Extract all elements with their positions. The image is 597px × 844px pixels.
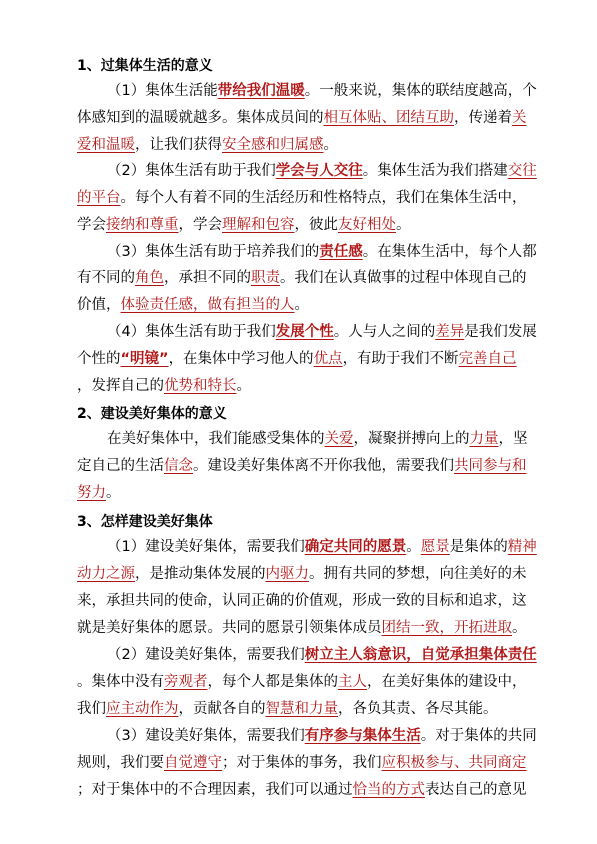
keyword: 确定共同的愿景	[304, 539, 407, 555]
keyword: 旁观者	[164, 674, 208, 690]
keyword: 树立主人翁意识，自觉承担集体责任	[304, 647, 537, 663]
text: （1）建设美好集体，需要我们	[107, 539, 305, 555]
text: （2）建设美好集体，需要我们	[107, 647, 305, 663]
text: ，在美好集体的建设中，	[367, 674, 527, 690]
text: ；对于集体中的不合理因素，我们可以通过	[77, 782, 353, 798]
heading-2: 2、建设美好集体的意义	[77, 406, 227, 422]
text-line	[77, 107, 527, 129]
text: （4）集体生活有助于我们	[107, 324, 276, 340]
text: 。	[106, 485, 121, 501]
text: 。	[323, 137, 338, 153]
keyword: 差异	[435, 324, 465, 340]
text: 。集体生活为我们搭建	[362, 163, 508, 179]
keyword: 理解和包容	[222, 217, 295, 233]
keyword: 应积极参与、共同商定	[381, 755, 527, 771]
text-line	[77, 698, 498, 720]
text: 规则，我们要	[77, 755, 164, 771]
keyword: 关	[512, 110, 527, 126]
keyword: 动力之源	[77, 566, 135, 582]
keyword: 交往	[507, 163, 537, 179]
text: 。在集体生活中，每个人都	[362, 244, 537, 260]
keyword: 内驱力	[265, 566, 309, 582]
text-line	[77, 214, 411, 236]
keyword: 爱和温暖	[77, 137, 135, 153]
text: ，每个人都是集体的	[207, 674, 338, 690]
text: 就是美好集体的愿景。共同的愿景引领集体成员	[77, 620, 382, 636]
text-line	[107, 428, 528, 450]
keyword: 信念	[164, 458, 193, 474]
text: 来，承担共同的使命，认同正确的价值观，形成一致的目标和追求，这	[77, 593, 527, 609]
text-line	[77, 617, 527, 639]
text: ，彼此	[294, 217, 338, 233]
text: ，承担不同的	[164, 270, 251, 286]
keyword: 体验责任感，做有担当的人	[120, 297, 295, 313]
keyword: 相互体贴、团结互助	[323, 110, 454, 126]
text: 在美好集体中，我们能感受集体的	[107, 431, 325, 447]
text: ，发挥自己的	[77, 378, 164, 394]
text: （2）集体生活有助于我们	[107, 163, 276, 179]
text: 表达自己的意见	[425, 782, 527, 798]
text: 。一般来说，集体的联结度越高，个	[304, 83, 537, 99]
keyword: 团结一致，开拓进取	[381, 620, 512, 636]
text: ，凝聚拼搏向上的	[353, 431, 470, 447]
text-line	[77, 563, 527, 585]
keyword: 力量	[469, 431, 499, 447]
text-line	[77, 187, 527, 209]
keyword: 优势和特长	[164, 378, 237, 394]
text: （3）集体生活有助于培养我们的	[107, 244, 320, 260]
text-line	[107, 725, 537, 747]
text-line	[77, 375, 251, 397]
text-line	[77, 752, 527, 774]
text: ，让我们获得	[135, 137, 222, 153]
text-line	[77, 267, 527, 289]
keyword: 共同参与和	[454, 458, 527, 474]
text: 定自己的生活	[77, 458, 164, 474]
keyword: 完善自己	[458, 351, 517, 367]
text: ，传递着	[454, 110, 512, 126]
keyword: 精神	[507, 539, 537, 555]
keyword: 发展个性	[275, 324, 334, 340]
text-line	[107, 536, 537, 558]
text: 。人与人之间的	[333, 324, 436, 340]
keyword: 职责	[251, 270, 280, 286]
text-line	[77, 348, 517, 370]
text: 。	[396, 217, 411, 233]
keyword: “明镜”	[120, 351, 169, 367]
text-line	[77, 455, 527, 477]
heading-3: 3、怎样建设美好集体	[77, 514, 213, 530]
text: ，在集体中学习他人的	[168, 351, 314, 367]
text: 。对于集体的共同	[420, 728, 537, 744]
keyword: 角色	[135, 270, 164, 286]
keyword: 努力	[77, 485, 106, 501]
keyword: 主人	[338, 674, 367, 690]
text: ，有助于我们不断	[342, 351, 459, 367]
keyword: 关爱	[324, 431, 354, 447]
text: 价值，	[77, 297, 121, 313]
text-line	[77, 590, 527, 612]
keyword: 优点	[313, 351, 343, 367]
keyword: 恰当的方式	[352, 782, 425, 798]
keyword: 智慧和力量	[265, 701, 338, 717]
keyword: 友好相处	[338, 217, 396, 233]
heading-1: 1、过集体生活的意义	[77, 58, 213, 74]
text-line	[107, 321, 537, 343]
text: ，是推动集体发展的	[135, 566, 266, 582]
keyword: 愿景	[420, 539, 450, 555]
text-line	[107, 644, 537, 666]
text: 个性的	[77, 351, 121, 367]
text: 有不同的	[77, 270, 135, 286]
text-line	[77, 482, 121, 504]
text: 。每个人有着不同的生活经历和性格特点，我们在集体生活中，	[120, 190, 527, 206]
text: ；对于集体的事务，我们	[222, 755, 382, 771]
text: 。建设美好集体离不开你我他，需要我们	[193, 458, 454, 474]
text: 我们	[77, 701, 106, 717]
text: 。	[512, 620, 527, 636]
text: ，贡献各自的	[178, 701, 266, 717]
text-line	[77, 671, 527, 693]
text: 体感知到的温暖就越多。集体成员间的	[77, 110, 324, 126]
text: 。	[294, 297, 309, 313]
text: 。	[406, 539, 421, 555]
keyword: 接纳和尊重	[106, 217, 179, 233]
keyword: 学会与人交往	[275, 163, 363, 179]
text-line	[107, 160, 537, 182]
text-line	[77, 294, 309, 316]
text-line	[77, 134, 338, 156]
text: 学会	[77, 217, 106, 233]
keyword: 的平台	[77, 190, 121, 206]
text-line	[107, 241, 537, 263]
keyword: 带给我们温暖	[217, 83, 305, 99]
keyword: 责任感	[319, 244, 363, 260]
text: 是我们发展	[464, 324, 537, 340]
text-line	[77, 779, 527, 801]
text: 。集体中没有	[77, 674, 164, 690]
text: ，各负其责、各尽其能。	[338, 701, 498, 717]
keyword: 自觉遵守	[164, 755, 222, 771]
text: 。拥有共同的梦想，向往美好的未	[309, 566, 527, 582]
text: （1）集体生活能	[107, 83, 218, 99]
text: 。我们在认真做事的过程中体现自己的	[280, 270, 527, 286]
text: 是集体的	[449, 539, 508, 555]
keyword: 应主动作为	[106, 701, 179, 717]
text-line	[107, 80, 537, 102]
text: ，学会	[178, 217, 222, 233]
text: ，坚	[498, 431, 528, 447]
keyword: 安全感和归属感	[222, 137, 324, 153]
text: （3）建设美好集体，需要我们	[107, 728, 305, 744]
keyword: 有序参与集体生活	[304, 728, 421, 744]
text: 。	[236, 378, 251, 394]
